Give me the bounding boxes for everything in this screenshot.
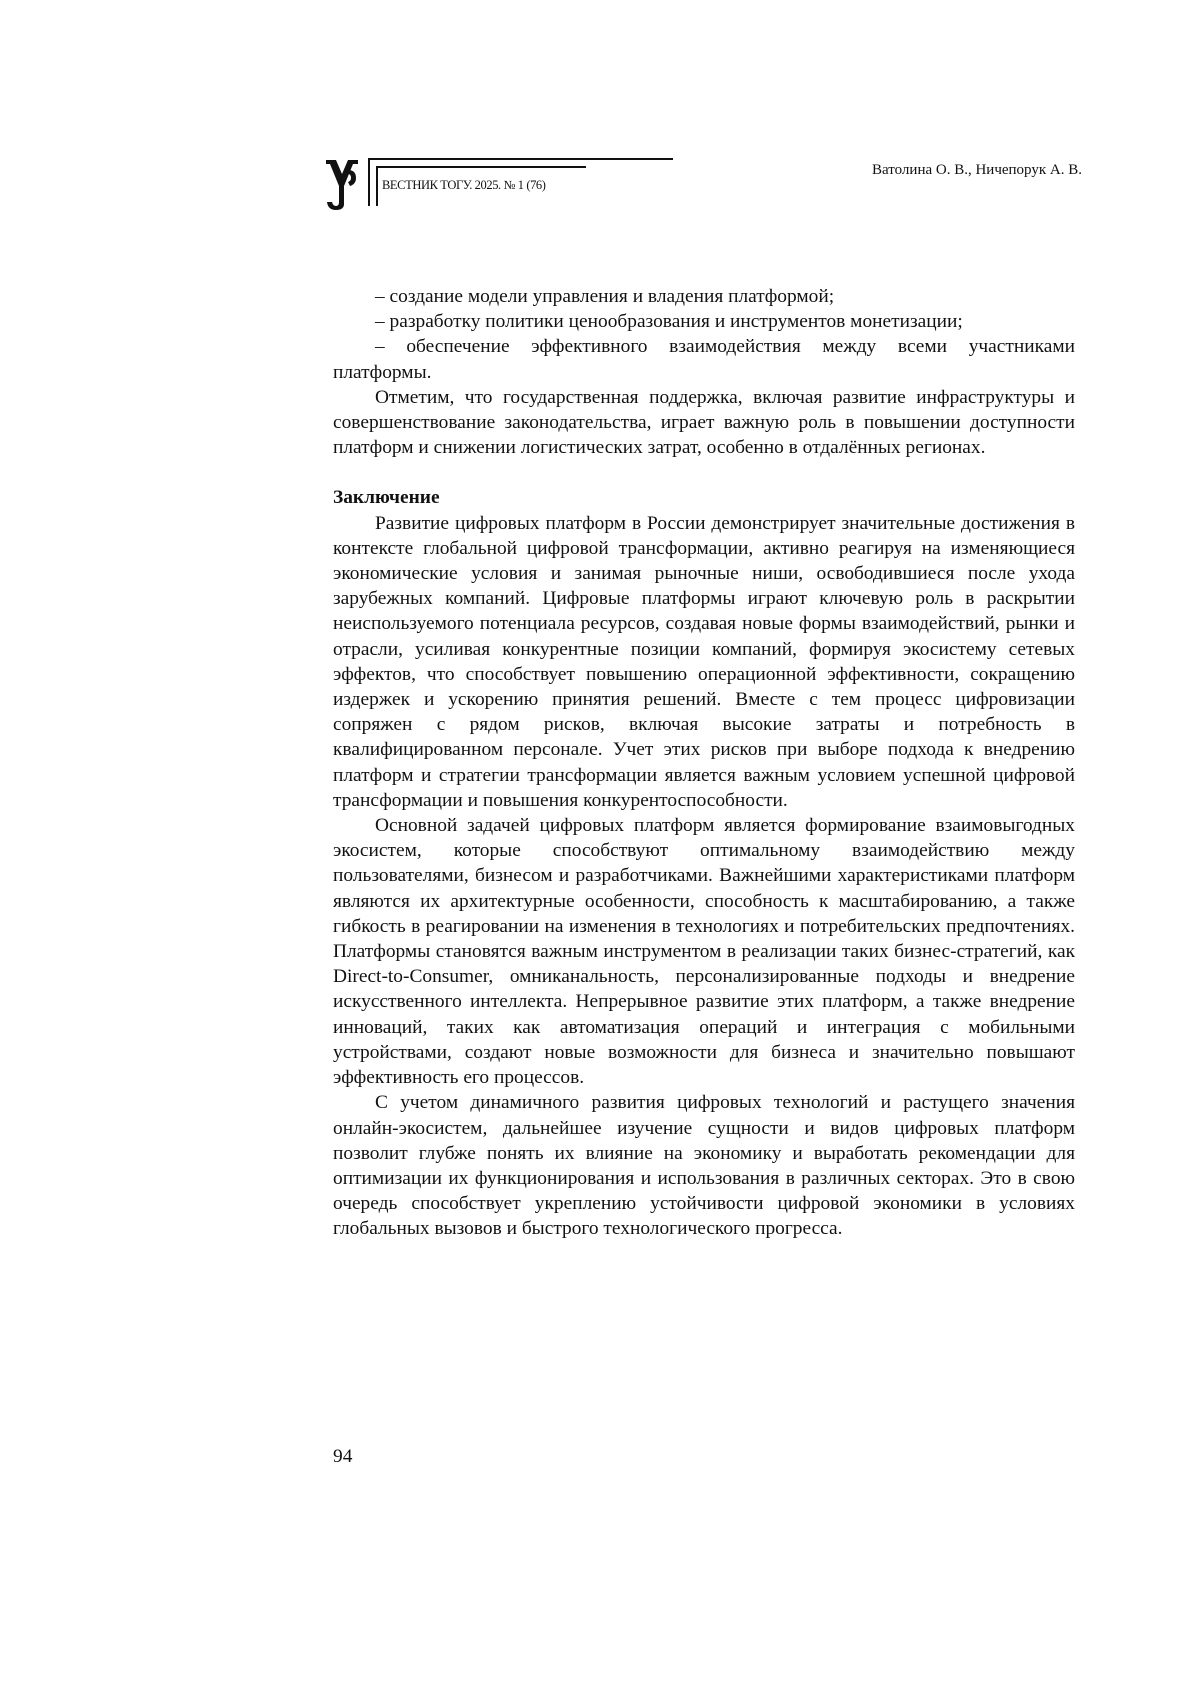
paragraph: Развитие цифровых платформ в России демонстрирует значительные достижения в контексте глобальной цифровой трансформации, активно реагируя на изменяющиеся экономические условия и занимая рыночные ниши, освободившиеся после ухода зарубежных компаний. Цифровые платформы играют ключевую роль в раскрытии неиспользуемого потенциала ресурсов, создавая новые формы взаимодействий, рынки и отрасли, усиливая конкурентные позиции компаний, формируя экосистему сетевых эффектов, что способствует повышению операционной эффективности, сокращению издержек и ускорению принятия решений. Вместе с тем процесс цифровизации сопряжен с рядом рисков, включая высокие затраты и потребность в квалифицированном персонале. Учет этих рисков при выборе подхода к внедрению платформ и стратегии трансформации является важным условием успешной цифровой трансформации и повышения конкурентоспособности. <box>333 512 1075 811</box>
page-number: 94 <box>333 1446 353 1467</box>
running-authors: Ватолина О. В., Ничепорук А. В. <box>872 162 1082 178</box>
journal-logo-icon <box>322 156 362 212</box>
list-item: – разработку политики ценообразования и инструментов монетизации; <box>375 311 963 333</box>
paragraph: С учетом динамичного развития цифровых технологий и растущего значения онлайн-экосистем, дальнейшее изучение сущности и видов цифровых платформ позволит глубже понять их влияние на экономику и выработать рекомендации для оптимизации их функционирования и использования в различных секторах. Это в свою очередь способствует укреплению устойчивости цифровой экономики в условиях глобальных вызовов и быстрого технологического прогресса. <box>333 1092 1075 1240</box>
page-header <box>322 148 1082 218</box>
paragraph: Отметим, что государственная поддержка, включая развитие инфраструктуры и совершенствование законодательства, играет важную роль в повышении доступности платформ и снижении логистических затрат, особенно в отдалённых регионах. <box>333 386 1075 459</box>
article-body <box>333 284 1075 1242</box>
list-item: – создание модели управления и владения платформой; <box>375 286 835 307</box>
paragraph: Основной задачей цифровых платформ является формирование взаимовыгодных экосистем, которые способствуют оптимальному взаимодействию между пользователями, бизнесом и разработчиками. Важнейшими характеристиками платформ являются их архитектурные особенности, способность к масштабированию, а также гибкость в реагировании на изменения в технологиях и потребительских предпочтениях. Платформы становятся важным инструментом в реализации таких бизнес-стратегий, как Direct-to-Consumer, омниканальность, персонализированные подходы и внедрение искусственного интеллекта. Непрерывное развитие этих платформ, а также внедрение инноваций, таких как автоматизация операций и интеграция с мобильными устройствами, создают новые возможности для бизнеса и значительно повышают эффективность его процессов. <box>333 815 1075 1089</box>
journal-title-frame <box>368 158 678 208</box>
list-item: – обеспечение эффективного взаимодействия между всеми участниками платформы. <box>333 336 1075 383</box>
section-heading: Заключение <box>333 487 440 509</box>
journal-title: ВЕСТНИК ТОГУ. 2025. № 1 (76) <box>382 178 546 192</box>
